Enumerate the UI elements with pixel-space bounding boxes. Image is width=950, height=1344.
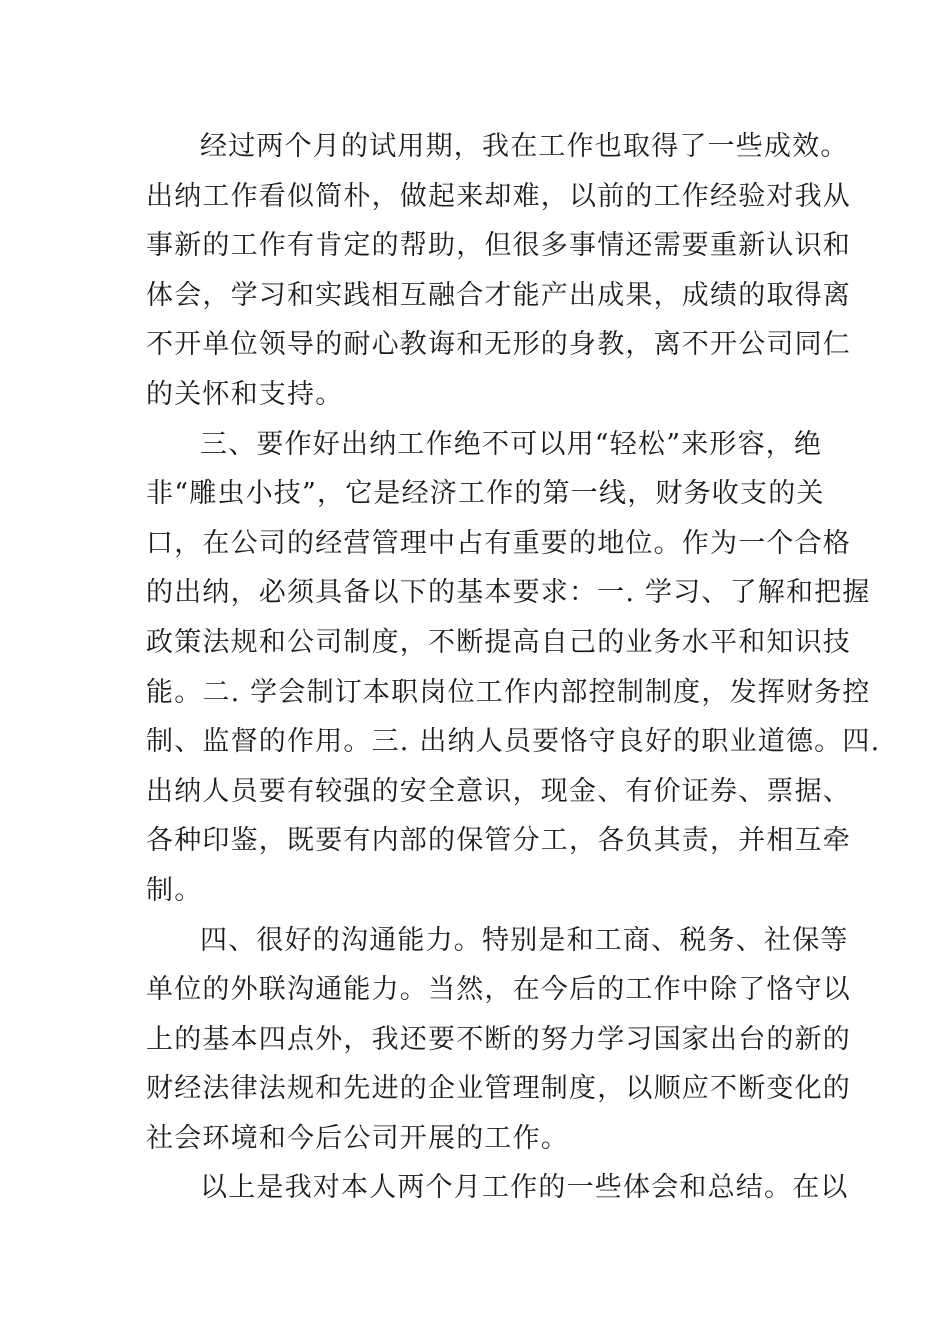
paragraph-line: 四、很好的沟通能力。特别是和工商、税务、社保等 (200, 924, 849, 956)
paragraph-line: 制、监督的作用。三. 出纳人员要恪守良好的职业道德。四. (146, 726, 881, 758)
paragraph-line: 出纳人员要有较强的安全意识，现金、有价证券、票据、 (146, 775, 851, 807)
paragraph-line: 财经法律法规和先进的企业管理制度，以顺应不断变化的 (146, 1073, 851, 1105)
paragraph-line: 单位的外联沟通能力。当然，在今后的工作中除了恪守以 (146, 974, 851, 1006)
paragraph-line: 社会环境和今后公司开展的工作。 (146, 1122, 569, 1154)
paragraph-line: 出纳工作看似简朴，做起来却难，以前的工作经验对我从 (146, 180, 851, 212)
paragraph-line: 以上是我对本人两个月工作的一些体会和总结。在以 (200, 1172, 849, 1204)
paragraph-line: 政策法规和公司制度，不断提高自己的业务水平和知识技 (146, 626, 851, 658)
paragraph-line: 制。 (146, 874, 203, 906)
paragraph-line: 能。二. 学会制订本职岗位工作内部控制制度，发挥财务控 (146, 676, 871, 708)
paragraph-line: 的出纳，必须具备以下的基本要求：一. 学习、了解和把握 (146, 577, 871, 609)
paragraph-line: 非“雕虫小技”，它是经济工作的第一线，财务收支的关 (146, 478, 825, 510)
paragraph-line: 上的基本四点外，我还要不断的努力学习国家出台的新的 (146, 1023, 851, 1055)
paragraph-line: 不开单位领导的耐心教诲和无形的身教，离不开公司同仁 (146, 329, 851, 361)
paragraph-line: 各种印鉴，既要有内部的保管分工，各负其责，并相互牵 (146, 825, 851, 857)
document-body (146, 122, 881, 1213)
paragraph-line: 三、要作好出纳工作绝不可以用“轻松”来形容，绝 (200, 428, 823, 460)
paragraph-line: 体会，学习和实践相互融合才能产出成果，成绩的取得离 (146, 279, 851, 311)
paragraph-line: 事新的工作有肯定的帮助，但很多事情还需要重新认识和 (146, 230, 851, 262)
paragraph-line: 的关怀和支持。 (146, 378, 344, 410)
paragraph-line: 口，在公司的经营管理中占有重要的地位。作为一个合格 (146, 527, 851, 559)
paragraph-line: 经过两个月的试用期，我在工作也取得了一些成效。 (200, 131, 849, 162)
